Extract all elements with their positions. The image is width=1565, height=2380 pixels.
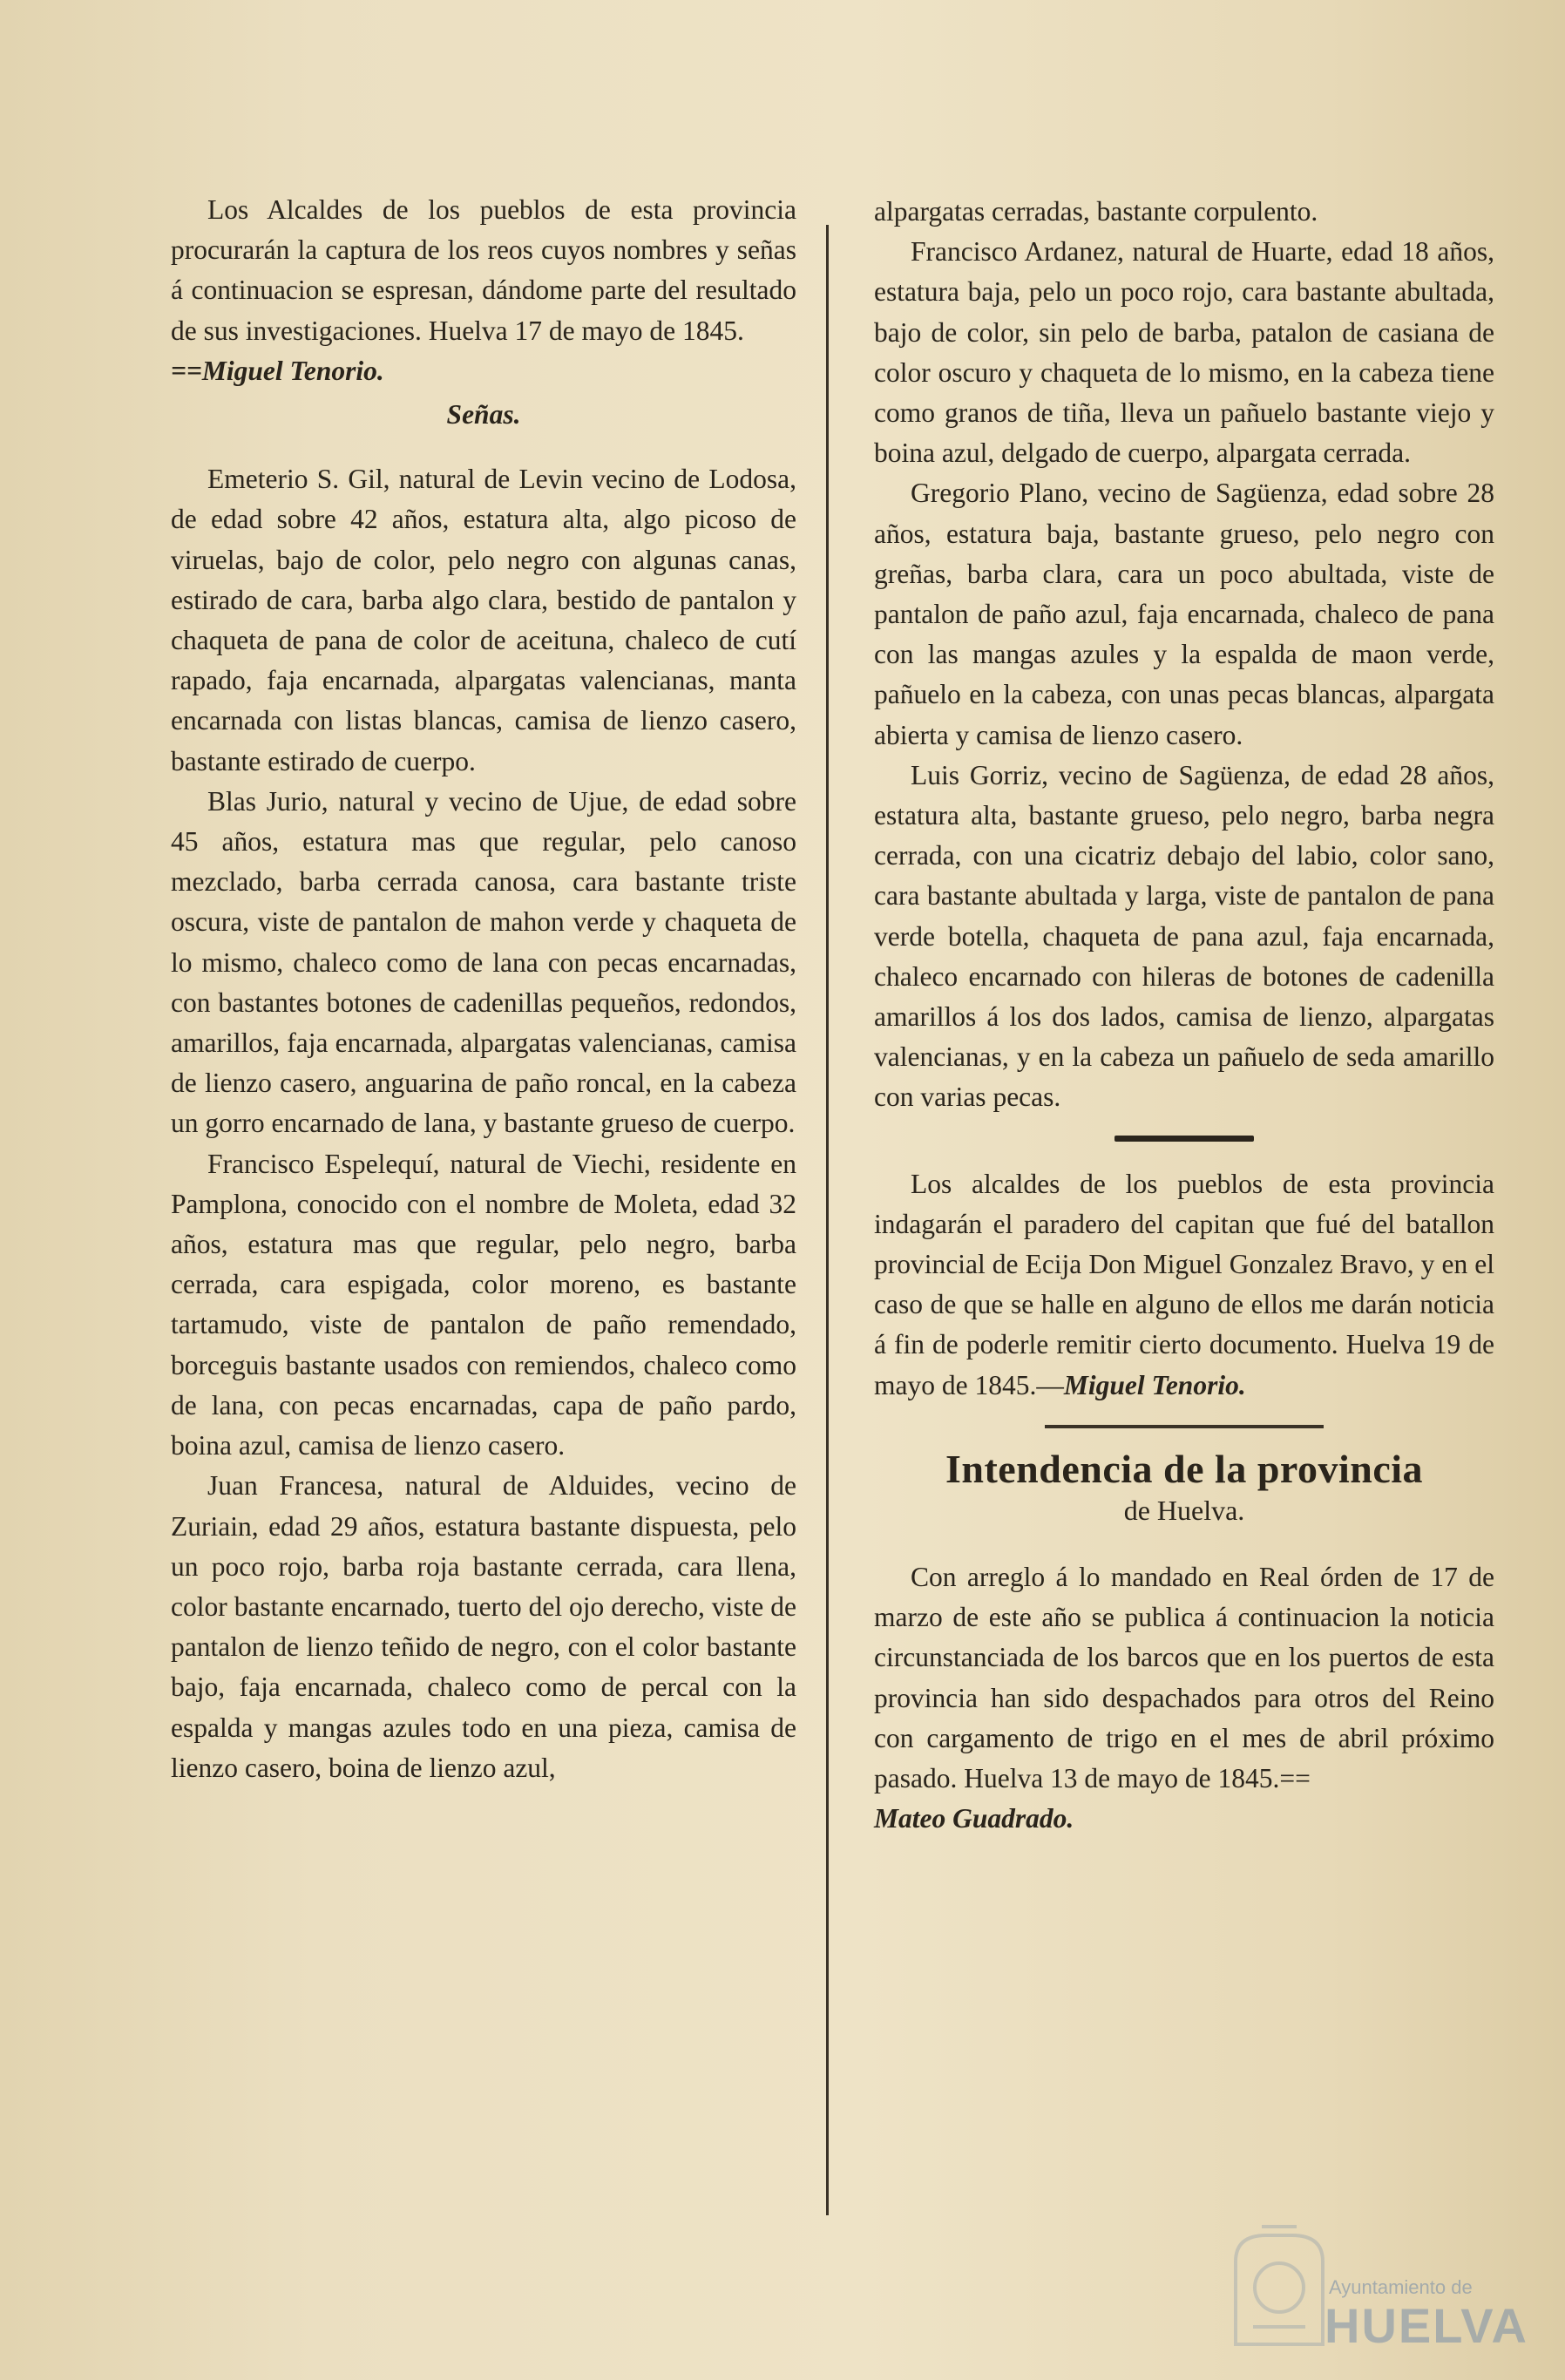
- description-juan-francesa: Juan Francesa, natural de Alduides, vecino de Zuriain, edad 29 años, estatura bastante dispuesta, pelo un poco rojo, barba roja bastante cerrada, cara llena, color bastante encarnado, tuerto del ojo derecho, viste de pantalon de lienzo teñido de negro, con el color bastante bajo, faja encarnada, chaleco como de percal con la espalda y mangas azules todo en una pieza, camisa de lienzo casero, boina de lienzo azul,: [171, 1470, 796, 1783]
- description-gregorio: Gregorio Plano, vecino de Sagüenza, edad sobre 28 años, estatura baja, bastante grueso, pelo negro con greñas, barba clara, cara un poco abultada, viste de pantalon de paño azul, faja encarnada, chaleco de pana con las mangas azules y la espalda de maon verde, pañuelo en la cabeza, con unas pecas blancas, alpargata abierta y camisa de lienzo casero.: [874, 478, 1494, 750]
- senas-heading: Señas.: [446, 399, 521, 431]
- section-title: Intendencia de la provincia: [945, 1446, 1424, 1491]
- intro-paragraph: Los Alcaldes de los pueblos de esta provincia procurarán la captura de los reos cuyos nombres y señas á continuacion se espresan, dándome parte del resultado de sus investigaciones. Huelva 17 de mayo de 1845.: [171, 194, 796, 346]
- intro-signature: ==Miguel Tenorio.: [171, 355, 384, 386]
- left-column: [171, 190, 796, 1788]
- right-column: [874, 192, 1494, 1839]
- watermark-line-2: HUELVA: [1324, 2298, 1528, 2353]
- description-blas: Blas Jurio, natural y vecino de Ujue, de edad sobre 45 años, estatura mas que regular, pelo canoso mezclado, barba cerrada canosa, cara bastante triste oscura, viste de pantalon de mahon verde y chaqueta de lo mismo, chaleco como de lana con pecas encarnadas, con bastantes botones de cadenillas pequeños, redondos, amarillos, faja encarnada, alpargatas valencianas, camisa de lienzo casero, anguarina de paño roncal, en la cabeza un gorro encarnado de lana, y bastante grueso de cuerpo.: [171, 785, 796, 1139]
- description-francisco-espelequi: Francisco Espelequí, natural de Viechi, residente en Pamplona, conocido con el nombre de Moleta, edad 32 años, estatura mas que regular, pelo negro, barba cerrada, cara espigada, color moreno, es bastante tartamudo, viste de pantalon de paño remendado, borceguis bastante usados con remiendos, chaleco como de lana, con pecas encarnadas, capa de paño pardo, boina azul, camisa de lienzo casero.: [171, 1148, 796, 1461]
- wheat-notice-signature: Mateo Guadrado.: [874, 1803, 1074, 1834]
- wheat-notice: Con arreglo á lo mandado en Real órden de 17 de marzo de este año se publica á continuacion la noticia circunstanciada de los barcos que en los puertos de esta provincia han sido despachados para otros del Reino con cargamento de trigo en el mes de abril próximo pasado. Huelva 13 de mayo de 1845.==: [874, 1561, 1494, 1793]
- description-luis: Luis Gorriz, vecino de Sagüenza, de edad 28 años, estatura alta, bastante grueso, pelo negro, barba negra cerrada, con una cicatriz debajo del labio, color sano, cara bastante abultada y larga, viste de pantalon de pana verde botella, chaqueta de pana azul, faja encarnada, chaleco encarnado con hileras de botones de cadenilla amarillos á los dos lados, camisa de lienzo, alpargatas valencianas, y en la cabeza un pañuelo de seda amarillo con varias pecas.: [874, 759, 1494, 1113]
- watermark-line-1: Ayuntamiento de: [1329, 2276, 1473, 2298]
- captain-notice: Los alcaldes de los pueblos de esta provincia indagarán el paradero del capitan que fué del batallon provincial de Ecija Don Miguel Gonzalez Bravo, y en el caso de que se halle en alguno de ellos me darán noticia á fin de poderle remitir cierto documento. Huelva 19 de mayo de 1845.—Miguel Tenorio.: [874, 1168, 1494, 1400]
- section-rule-long: [1045, 1425, 1324, 1428]
- section-rule: [1114, 1136, 1254, 1142]
- column-divider: [826, 225, 829, 2215]
- section-subtitle: de Huelva.: [1123, 1494, 1245, 1526]
- continuation-line: alpargatas cerradas, bastante corpulento.: [874, 196, 1318, 227]
- description-francisco-ardanez: Francisco Ardanez, natural de Huarte, edad 18 años, estatura baja, pelo un poco rojo, cara bastante abultada, bajo de color, sin pelo de barba, patalon de casiana de color oscuro y chaqueta de lo mismo, en la cabeza tiene como granos de tiña, lleva un pañuelo bastante viejo y boina azul, delgado de cuerpo, alpargata cerrada.: [874, 236, 1494, 469]
- description-emeterio: Emeterio S. Gil, natural de Levin vecino de Lodosa, de edad sobre 42 años, estatura alta, algo picoso de viruelas, bajo de color, pelo negro con algunas canas, estirado de cara, barba algo clara, bestido de pantalon y chaqueta de pana de color de aceituna, chaleco de cutí rapado, faja encarnada, alpargatas valencianas, manta encarnada con listas blancas, camisa de lienzo casero, bastante estirado de cuerpo.: [171, 464, 796, 776]
